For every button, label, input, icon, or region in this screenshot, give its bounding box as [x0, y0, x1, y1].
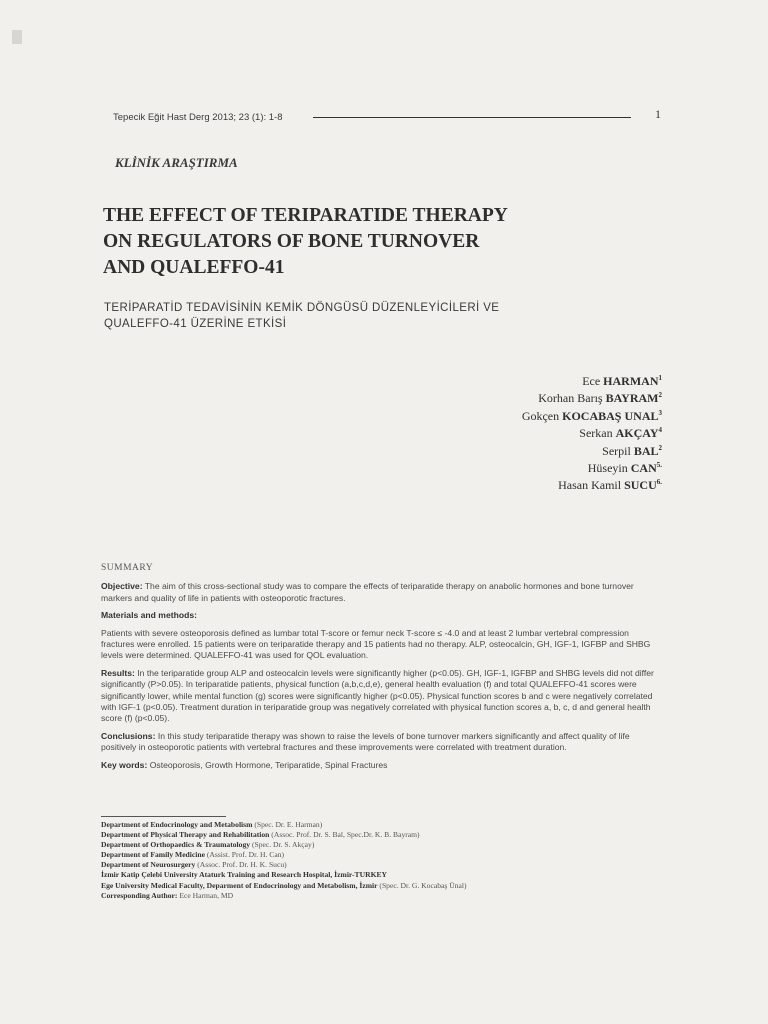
affiliation-detail: (Assist. Prof. Dr. H. Can): [204, 850, 285, 860]
affiliation-name: Department of Physical Therapy and Rehabilitation: [101, 830, 270, 840]
affiliation-marker: 2: [658, 443, 662, 452]
affiliation-line: [101, 870, 661, 880]
author: [522, 443, 662, 460]
affiliation-detail: (Spec. Dr. S. Akçay): [250, 840, 315, 850]
conclusions-text: In this study teriparatide therapy was shown to raise the levels of bone turnover markers significantly and affect quality of life positively in osteoporotic patients with vertebral fractures and these improvements were correlated with treatment duration.: [101, 730, 630, 753]
affiliation-marker: 4: [658, 426, 662, 435]
affiliation-name: Department of Family Medicine: [101, 850, 205, 860]
article-title: [103, 203, 623, 281]
author: [522, 477, 662, 494]
author: [522, 390, 662, 407]
subtitle-line: QUALEFFO-41 ÜZERİNE ETKİSİ: [104, 318, 287, 330]
author-surname: BAL: [633, 443, 659, 458]
section-type: KLİNİK ARAŞTIRMA: [115, 155, 238, 170]
author-given-name: Serpil: [602, 443, 631, 458]
affiliation-name: Ege University Medical Faculty, Deparment of Endocrinology and Metabolism, İzmir: [101, 880, 378, 890]
affiliation-name: Department of Neurosurgery: [101, 860, 196, 870]
title-line: AND QUALEFFO-41: [103, 257, 285, 278]
author: [522, 425, 662, 442]
author-surname: SUCU: [624, 478, 657, 493]
affiliation-line: [101, 820, 661, 830]
affiliation-detail: (Assoc. Prof. Dr. H. K. Sucu): [195, 860, 287, 870]
objective-text: The aim of this cross-sectional study was to compare the effects of teriparatide therapy on anabolic hormones and bone turnover markers and quality of life in patients with osteoporotic fractures.: [101, 581, 634, 603]
author-list: [522, 373, 662, 495]
affiliation-marker: 3: [658, 408, 662, 417]
journal-reference: Tepecik Eğit Hast Derg 2013; 23 (1): 1-8: [113, 112, 283, 123]
affiliation-detail: (Spec. Dr. E. Harman): [252, 820, 323, 829]
results-text: In the teriparatide group ALP and osteocalcin levels were significantly higher (p<0.05). GH, IGF-1, IGFBP and SHBG levels did not differ significantly (P>0.05). In teriparatide patients, physical function (a,b,c,d,e), general health evaluation (f) and total QUALEFFO-41 scores were significantly lower, while mental function (g) scores were significantly higher (p<0.05). Physical function scores b and c were negatively correlated with IGF-1 (p<0.05). Treatment duration in teriparatide group was negatively correlated with physical function scores a, b, c, d and general health score (f) (p<0.05).: [101, 667, 654, 724]
affiliation-line: [101, 860, 661, 870]
page-number: 1: [655, 107, 661, 121]
scan-mark: [12, 30, 22, 44]
header-rule: [313, 117, 631, 118]
affiliation-name: Corresponding Author:: [101, 890, 178, 900]
author-given-name: Ece: [582, 374, 601, 388]
conclusions-label: Conclusions:: [101, 730, 156, 741]
keywords-label: Key words:: [101, 759, 148, 770]
author-surname: CAN: [630, 461, 657, 476]
author-given-name: Hüseyin: [587, 461, 628, 476]
author: [522, 460, 662, 477]
affiliation-detail: Ece Harman, MD: [177, 890, 234, 900]
author-given-name: Hasan Kamil: [558, 478, 622, 493]
author: [522, 408, 662, 425]
abstract: [101, 563, 663, 777]
affiliation-name: Department of Endocrinology and Metabolism: [101, 820, 253, 829]
title-line: ON REGULATORS OF BONE TURNOVER: [103, 231, 480, 252]
author-given-name: Serkan: [579, 426, 613, 441]
affiliation-line: [101, 891, 661, 901]
turkish-title: [104, 300, 624, 332]
affiliation-detail: (Assoc. Prof. Dr. S. Bal, Spec.Dr. K. B. Bayram): [269, 830, 420, 840]
conclusions-paragraph: [101, 731, 663, 754]
affiliation-line: [101, 840, 661, 850]
affiliation-marker: 1: [658, 374, 662, 382]
objective-label: Objective:: [101, 581, 143, 592]
methods-label: Materials and methods:: [101, 610, 197, 621]
affiliation-name: Department of Orthopaedics & Traumatology: [101, 840, 251, 850]
objective-paragraph: [101, 581, 663, 604]
keywords-text: Osteoporosis, Growth Hormone, Teriparatide, Spinal Fractures: [147, 759, 388, 770]
author-surname: KOCABAŞ UNAL: [562, 408, 659, 423]
subtitle-line: TERİPARATİD TEDAVİSİNİN KEMİK DÖNGÜSÜ DÜZENLEYİCİLERİ VE: [104, 302, 500, 314]
summary-heading: SUMMARY: [101, 563, 154, 573]
affiliation-line: [101, 850, 661, 860]
author-given-name: Gokçen: [521, 408, 560, 423]
author: [522, 373, 662, 390]
footnote-rule: [101, 816, 226, 817]
affiliations: [101, 816, 661, 901]
affiliation-marker: 6.: [656, 478, 662, 487]
author-given-name: Korhan Barış: [538, 391, 603, 406]
author-surname: HARMAN: [603, 374, 659, 388]
author-surname: AKÇAY: [615, 426, 659, 441]
author-surname: BAYRAM: [605, 391, 659, 406]
affiliation-name: İzmir Katip Çelebi University Ataturk Training and Research Hospital, İzmir-TURKEY: [101, 870, 388, 880]
methods-label-paragraph: [101, 610, 663, 621]
affiliation-marker: 5.: [656, 461, 662, 470]
affiliation-marker: 2: [658, 391, 662, 400]
results-label: Results:: [101, 667, 135, 678]
keywords-paragraph: [101, 760, 663, 771]
results-paragraph: [101, 668, 663, 725]
title-line: THE EFFECT OF TERIPARATIDE THERAPY: [103, 205, 508, 226]
methods-text: Patients with severe osteoporosis defined as lumbar total T-score or femur neck T-score ≤ -4.0 and at least 2 lumbar vertebral compression fractures were enrolled. 15 patients were on teriparatide therapy and 15 patients had no therapy. ALP, osteocalcin, GH, IGF-1, IGFBP and SHBG levels were determined. QUALEFFO-41 was used for QOL evaluation.: [101, 627, 651, 661]
affiliation-detail: (Spec. Dr. G. Kocabaş Ünal): [377, 880, 467, 890]
affiliation-line: [101, 881, 661, 891]
affiliation-line: [101, 830, 661, 840]
